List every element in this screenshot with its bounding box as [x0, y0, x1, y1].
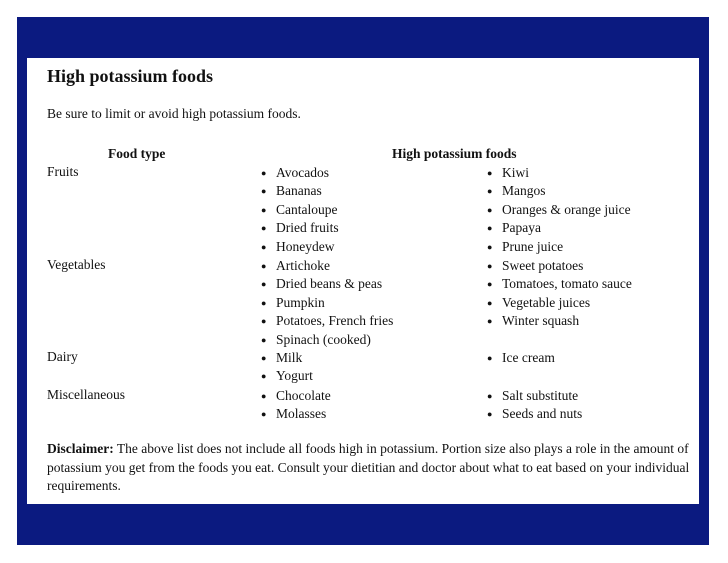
disclaimer-text: The above list does not include all foods high in potassium. Portion size also plays a role in the amount of potassium you get from the foods you eat. Consult your dietitian and doctor about what to eat based on your individual requirements.: [47, 441, 690, 493]
list-item: ● Mangos: [487, 182, 631, 200]
list-item: ● Ice cream: [487, 349, 555, 367]
list-item: ● Avocados: [261, 164, 339, 182]
list-item: ● Salt substitute: [487, 387, 582, 405]
fruits-list-col1: [261, 164, 339, 256]
list-item: ● Artichoke: [261, 257, 393, 275]
list-item: ● Chocolate: [261, 387, 331, 405]
list-item: ● Oranges & orange juice: [487, 201, 631, 219]
list-item: ● Dried beans & peas: [261, 275, 393, 293]
header-high-potassium-foods: High potassium foods: [392, 146, 517, 161]
list-item: ● Bananas: [261, 182, 339, 200]
list-item: ● Milk: [261, 349, 313, 367]
miscellaneous-list-col2: [487, 387, 582, 424]
list-item: ● Dried fruits: [261, 219, 339, 237]
dairy-list-col1: [261, 349, 313, 386]
category-miscellaneous: Miscellaneous: [47, 387, 125, 402]
list-item: ● Sweet potatoes: [487, 257, 632, 275]
list-item: ● Seeds and nuts: [487, 405, 582, 423]
disclaimer: [47, 440, 692, 496]
list-item: ● Vegetable juices: [487, 294, 632, 312]
list-item: ● Tomatoes, tomato sauce: [487, 275, 632, 293]
list-item: ● Yogurt: [261, 367, 313, 385]
miscellaneous-list-col1: [261, 387, 331, 424]
list-item: ● Prune juice: [487, 238, 631, 256]
list-item: ● Winter squash: [487, 312, 632, 330]
intro-text: Be sure to limit or avoid high potassium foods.: [47, 106, 301, 121]
vegetables-list-col1: [261, 257, 393, 349]
header-food-type: Food type: [108, 146, 166, 161]
fruits-list-col2: [487, 164, 631, 256]
list-item: ● Potatoes, French fries: [261, 312, 393, 330]
disclaimer-label: Disclaimer:: [47, 441, 114, 456]
vegetables-list-col2: [487, 257, 632, 331]
list-item: ● Kiwi: [487, 164, 631, 182]
list-item: ● Cantaloupe: [261, 201, 339, 219]
category-dairy: Dairy: [47, 349, 78, 364]
list-item: ● Spinach (cooked): [261, 331, 393, 349]
category-fruits: Fruits: [47, 164, 79, 179]
list-item: ● Papaya: [487, 219, 631, 237]
list-item: ● Pumpkin: [261, 294, 393, 312]
list-item: ● Molasses: [261, 405, 331, 423]
dairy-list-col2: [487, 349, 555, 367]
category-vegetables: Vegetables: [47, 257, 106, 272]
list-item: ● Honeydew: [261, 238, 339, 256]
page-title: High potassium foods: [47, 66, 214, 86]
